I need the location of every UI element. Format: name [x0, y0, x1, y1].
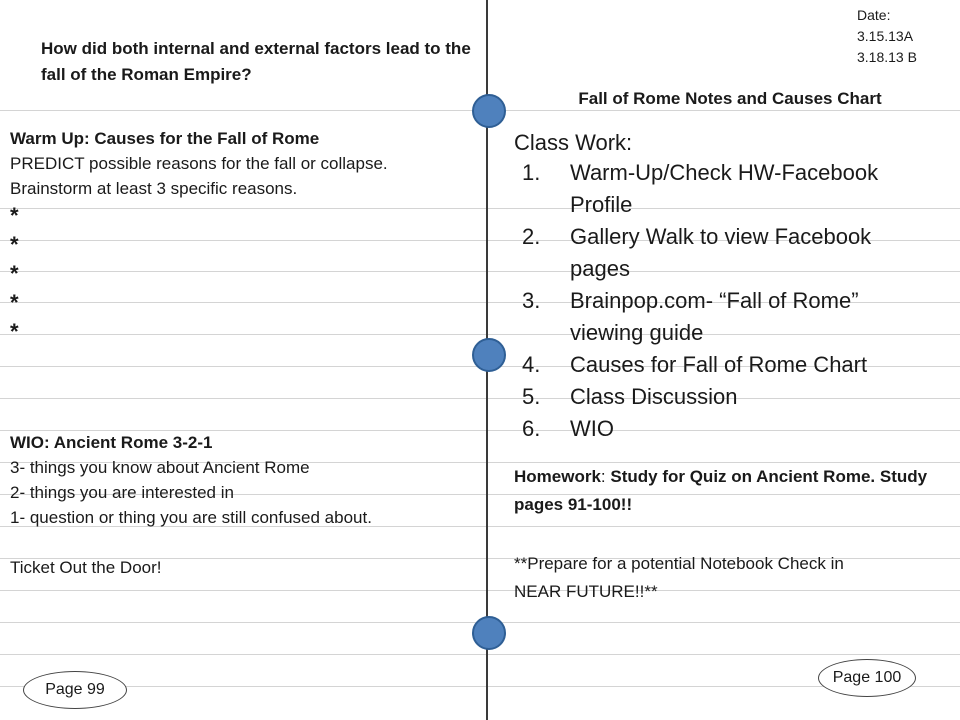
- homework-body: Study for Quiz on Ancient Rome. Study pages 91-100!!: [514, 467, 928, 514]
- date-value: 3.15.13A: [857, 28, 914, 44]
- item-text-cont: viewing guide: [570, 320, 704, 345]
- classwork-list: [514, 157, 944, 445]
- homework-colon: :: [600, 467, 606, 486]
- essential-question: How did both internal and external factors lead to the fall of the Roman Empire?: [41, 39, 471, 84]
- item-text: WIO: [570, 416, 614, 441]
- ruled-line: [0, 686, 960, 687]
- warmup-title: Warm Up: Causes for the Fall of Rome: [10, 129, 320, 148]
- warmup-line: Brainstorm at least 3 specific reasons.: [10, 179, 298, 198]
- item-number: 1.: [522, 160, 541, 185]
- classwork-item: [514, 221, 944, 285]
- date-value: 3.18.13 B: [857, 49, 917, 65]
- item-number: 3.: [522, 288, 541, 313]
- homework-label: Homework: [514, 467, 601, 486]
- classwork-item: [514, 157, 944, 221]
- wio-section: [10, 430, 488, 580]
- ruled-line: [0, 654, 960, 655]
- item-text-cont: pages: [570, 256, 630, 281]
- item-number: 4.: [522, 352, 541, 377]
- note-line: **Prepare for a potential Notebook Check in: [514, 554, 844, 573]
- wio-line: 3- things you know about Ancient Rome: [10, 458, 310, 477]
- date-label: Date:: [857, 7, 891, 23]
- ticket-out-text: Ticket Out the Door!: [10, 558, 162, 577]
- wio-line: 2- things you are interested in: [10, 483, 234, 502]
- wio-line: 1- question or thing you are still confused about.: [10, 508, 372, 527]
- page-number-right: Page 100: [818, 659, 916, 697]
- bullet-star: *: [10, 290, 19, 315]
- item-text: Brainpop.com- “Fall of Rome”: [570, 288, 859, 313]
- classwork-item: [514, 349, 944, 381]
- item-number: 6.: [522, 416, 541, 441]
- bullet-star: *: [10, 319, 19, 344]
- item-text: Class Discussion: [570, 384, 738, 409]
- note-line: NEAR FUTURE!!**: [514, 582, 658, 601]
- notes-title: Fall of Rome Notes and Causes Chart: [578, 89, 882, 108]
- classwork-title: Class Work:: [514, 130, 633, 155]
- warmup-line: PREDICT possible reasons for the fall or collapse.: [10, 154, 388, 173]
- homework-text: [514, 463, 954, 519]
- bullet-star: *: [10, 232, 19, 257]
- classwork-item: [514, 413, 944, 445]
- item-text: Causes for Fall of Rome Chart: [570, 352, 868, 377]
- warmup-section: [10, 126, 488, 346]
- item-text: Warm-Up/Check HW-Facebook: [570, 160, 879, 185]
- item-text: Gallery Walk to view Facebook: [570, 224, 872, 249]
- bullet-star: *: [10, 203, 19, 228]
- notebook-check-note: [514, 550, 954, 606]
- item-text-cont: Profile: [570, 192, 633, 217]
- page-number-left: Page 99: [23, 671, 127, 709]
- binder-hole-icon: [472, 94, 506, 128]
- wio-title: WIO: Ancient Rome 3-2-1: [10, 433, 213, 452]
- classwork-item: [514, 285, 944, 349]
- date-block: [857, 5, 917, 68]
- item-number: 2.: [522, 224, 541, 249]
- bullet-star: *: [10, 261, 19, 286]
- binder-hole-icon: [472, 616, 506, 650]
- classwork-item: [514, 381, 944, 413]
- item-number: 5.: [522, 384, 541, 409]
